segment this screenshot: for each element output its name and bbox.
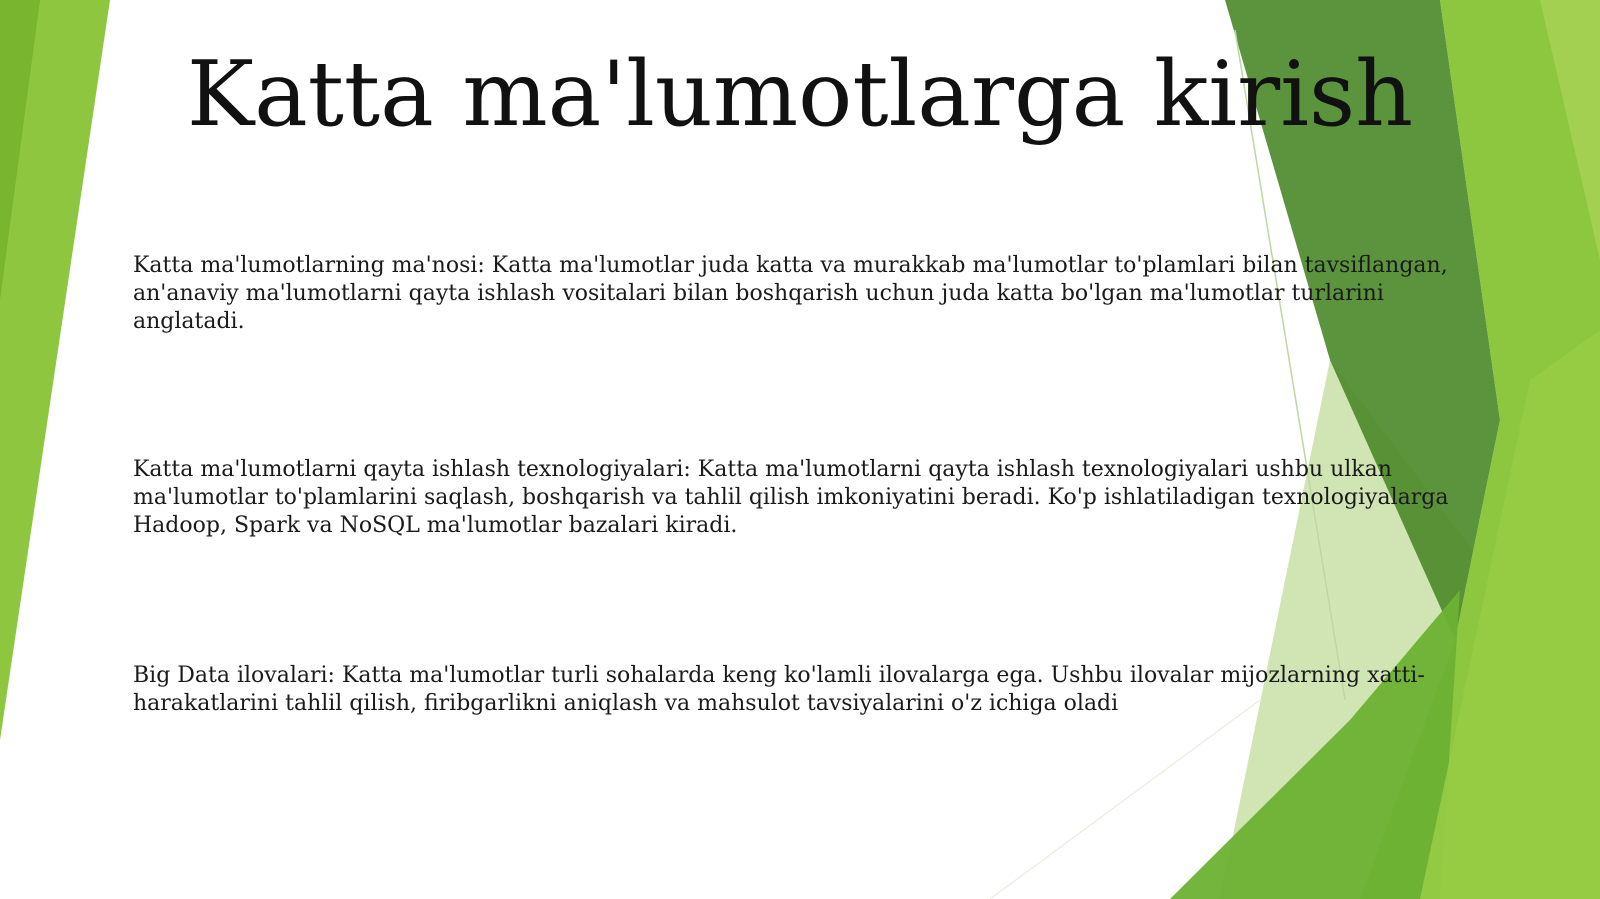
- paragraph-applications: Big Data ilovalari: Katta ma'lumotlar turli sohalarda keng ko'lamli ilovalarga ega. Ushbu ilovalar mijozlarning xatti-harakatlarini tahlil qilish, firibgarlikni aniqlash va mahsulot tavsiyalarini o'z ichiga oladi: [133, 663, 1425, 716]
- slide-title: Katta ma'lumotlarga kirish: [186, 42, 1414, 147]
- paragraph-technologies: Katta ma'lumotlarni qayta ishlash texnologiyalari: Katta ma'lumotlarni qayta ishlash texnologiyalari ushbu ulkan ma'lumotlar to'plamlarini saqlash, boshqarish va tahlil qilish imkoniyatini beradi. Ko'p ishlatiladigan texnologiyalarga Hadoop, Spark va NoSQL ma'lumotlar bazalari kiradi.: [133, 457, 1449, 538]
- paragraph-meaning: Katta ma'lumotlarning ma'nosi: Katta ma'lumotlar juda katta va murakkab ma'lumotlar to'plamlari bilan tavsiflangan, an'anaviy ma'lumotlarni qayta ishlash vositalari bilan boshqarish uchun juda katta bo'lgan ma'lumotlar turlarini anglatadi.: [133, 253, 1448, 334]
